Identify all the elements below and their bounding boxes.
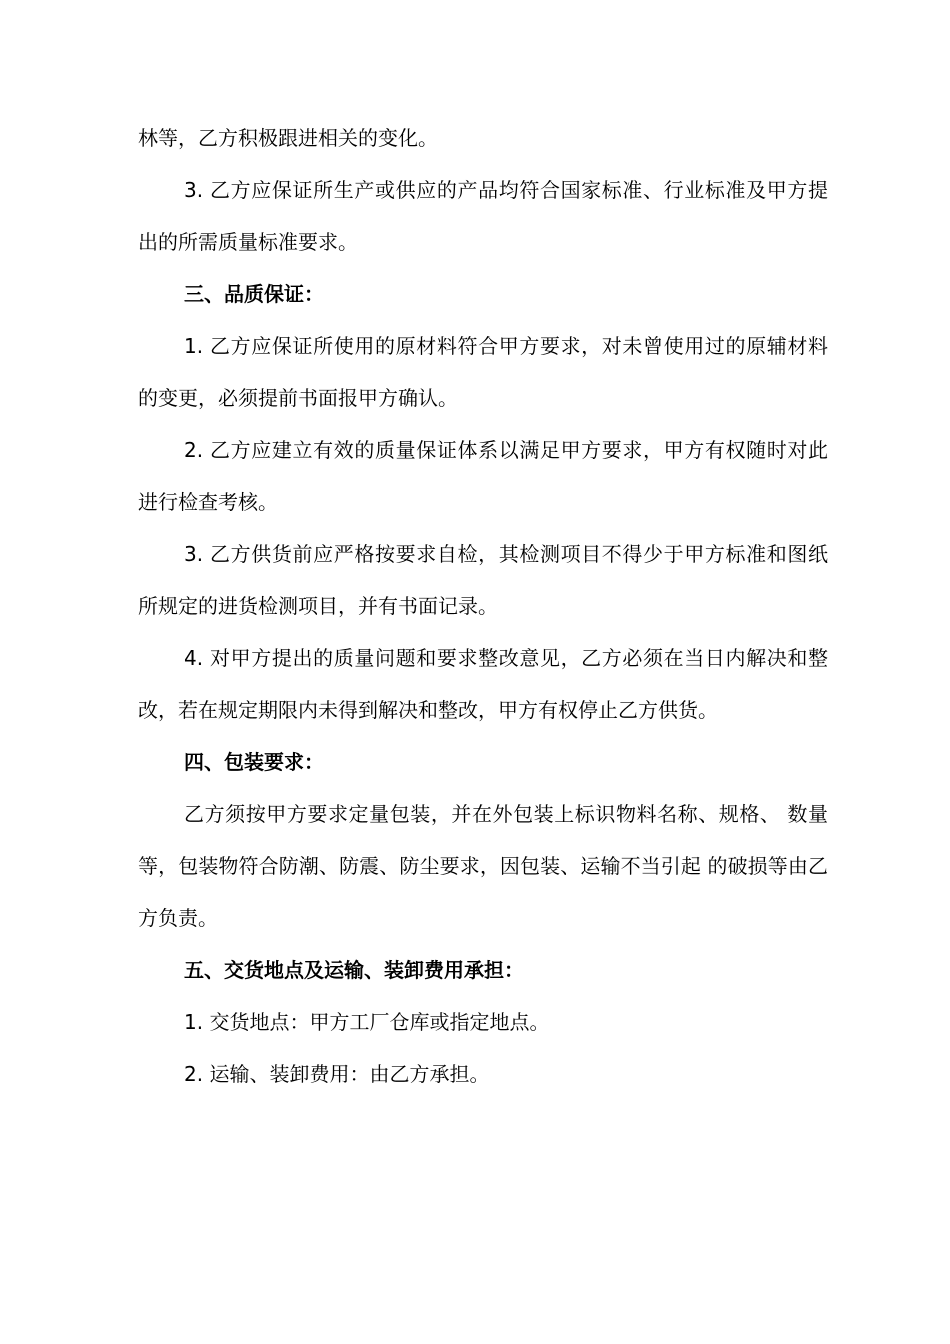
document-body: [138, 112, 828, 1100]
paragraph-quality-standard: 3. 乙方应保证所生产或供应的产品均符合国家标准、行业标准及甲方提出的所需质量标准要求。: [138, 178, 828, 254]
paragraph-rectification: 4. 对甲方提出的质量问题和要求整改意见，乙方必须在当日内解决和整改，若在规定期限内未得到解决和整改，甲方有权停止乙方供货。: [138, 646, 828, 722]
section-heading-quality-assurance: 三、品质保证：: [184, 282, 324, 306]
paragraph-quality-system: 2. 乙方应建立有效的质量保证体系以满足甲方要求，甲方有权随时对此进行检查考核。: [138, 438, 828, 514]
section-heading-delivery: 五、交货地点及运输、装卸费用承担：: [184, 958, 524, 982]
section-heading-packaging: 四、包装要求：: [184, 750, 324, 774]
paragraph-transport-costs: 2. 运输、装卸费用：由乙方承担。: [184, 1062, 490, 1086]
paragraph-continuation: 林等，乙方积极跟进相关的变化。: [138, 126, 438, 150]
paragraph-self-inspection: 3. 乙方供货前应严格按要求自检，其检测项目不得少于甲方标准和图纸所规定的进货检测项目，并有书面记录。: [138, 542, 828, 618]
paragraph-packaging-requirements: 乙方须按甲方要求定量包装，并在外包装上标识物料名称、规格、 数量等，包装物符合防潮、防震、防尘要求，因包装、运输不当引起 的破损等由乙方负责。: [138, 802, 828, 930]
paragraph-raw-materials: 1. 乙方应保证所使用的原材料符合甲方要求，对未曾使用过的原辅材料的变更，必须提前书面报甲方确认。: [138, 334, 828, 410]
paragraph-delivery-location: 1. 交货地点：甲方工厂仓库或指定地点。: [184, 1010, 550, 1034]
